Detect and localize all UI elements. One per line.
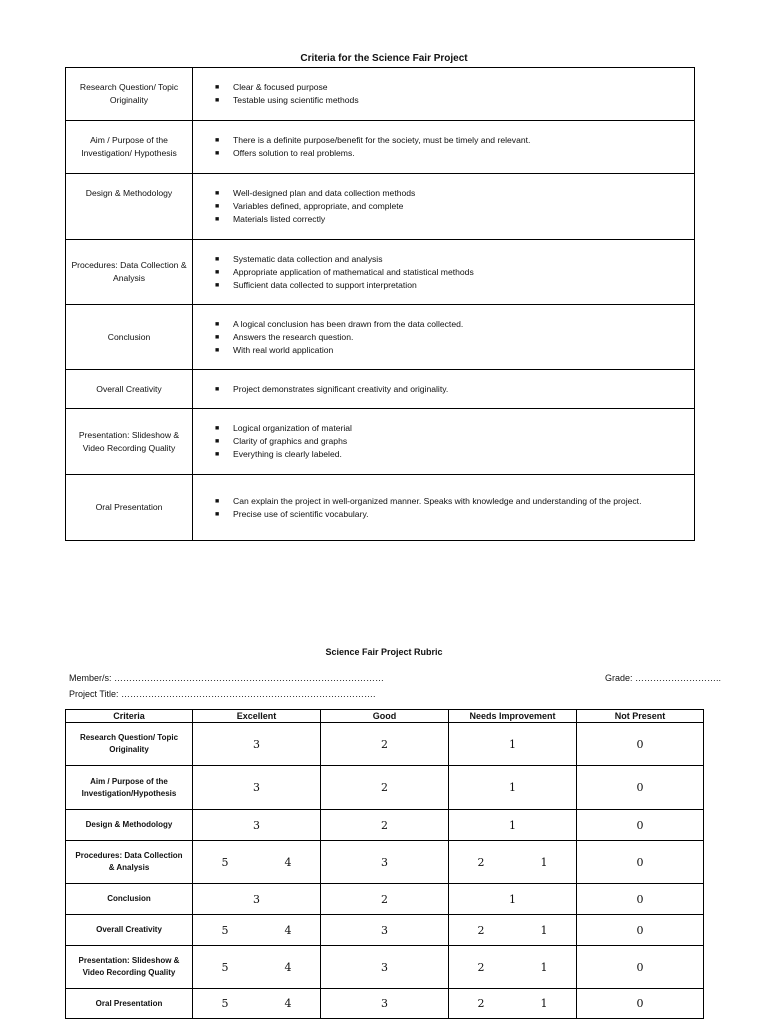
- bullet-square-icon: ■: [215, 510, 220, 518]
- rubric-criteria-cell: Procedures: Data Collection & Analysis: [66, 841, 193, 884]
- not-present-score: 0: [577, 915, 704, 946]
- bullet-square-icon: ■: [215, 281, 220, 289]
- header-good: Good: [321, 710, 449, 723]
- criteria-row: [66, 475, 695, 541]
- excellent-score: 5 4: [193, 989, 321, 1019]
- rubric-criteria-cell: Presentation: Slideshow & Video Recording Quality: [66, 946, 193, 989]
- criteria-title: Criteria for the Science Fair Project: [300, 53, 468, 64]
- not-present-score: 0: [577, 884, 704, 915]
- header-needs-improvement: Needs Improvement: [449, 710, 577, 723]
- excellent-score: 3: [193, 723, 321, 766]
- rubric-row: [66, 766, 704, 810]
- bullet-square-icon: ■: [215, 385, 220, 393]
- good-score: 3: [321, 915, 449, 946]
- bullet-square-icon: ■: [215, 346, 220, 354]
- bullet-square-icon: ■: [215, 97, 220, 104]
- criteria-bullet: ■ Clarity of graphics and graphs: [215, 436, 348, 446]
- rubric-table: [65, 709, 704, 1019]
- not-present-score: 0: [577, 723, 704, 766]
- criteria-description: [193, 370, 695, 409]
- criteria-label: Oral Presentation: [66, 475, 193, 541]
- criteria-bullet: ■ Variables defined, appropriate, and complete: [215, 201, 404, 211]
- criteria-bullet: ■ Clear & focused purpose: [215, 82, 328, 92]
- member-line: Member/s: ………………………………………………………………………………: [69, 673, 385, 683]
- good-score: 3: [321, 946, 449, 989]
- criteria-description: [193, 305, 695, 370]
- rubric-criteria-cell: Oral Presentation: [66, 989, 193, 1019]
- rubric-criteria-cell: Design & Methodology: [66, 810, 193, 841]
- criteria-bullet: ■ There is a definite purpose/benefit for the society, must be timely and relevant.: [215, 135, 531, 145]
- bullet-square-icon: ■: [215, 150, 220, 157]
- criteria-bullet: ■ Can explain the project in well-organized manner. Speaks with knowledge and understanding of the project.: [215, 495, 642, 506]
- needs-improvement-score: 1: [449, 884, 577, 915]
- good-score: 2: [321, 766, 449, 810]
- rubric-header-row: [66, 710, 704, 723]
- needs-improvement-score: 2 1: [449, 989, 577, 1019]
- not-present-score: 0: [577, 810, 704, 841]
- rubric-row: [66, 946, 704, 989]
- rubric-criteria-cell: Conclusion: [66, 884, 193, 915]
- excellent-score: 3: [193, 810, 321, 841]
- rubric-criteria-cell: Overall Creativity: [66, 915, 193, 946]
- excellent-score: 5 4: [193, 946, 321, 989]
- needs-improvement-score: 1: [449, 723, 577, 766]
- criteria-row: [66, 305, 695, 370]
- criteria-description: [193, 475, 695, 541]
- bullet-square-icon: ■: [215, 497, 220, 505]
- excellent-score: 5 4: [193, 841, 321, 884]
- rubric-row: [66, 884, 704, 915]
- criteria-table: [65, 67, 695, 541]
- bullet-square-icon: ■: [215, 333, 220, 341]
- bullet-square-icon: ■: [215, 203, 220, 210]
- not-present-score: 0: [577, 946, 704, 989]
- criteria-description: [193, 240, 695, 305]
- criteria-bullet: ■ Sufficient data collected to support interpretation: [215, 279, 417, 290]
- criteria-bullet: ■ Answers the research question.: [215, 331, 354, 342]
- criteria-row: [66, 240, 695, 305]
- criteria-bullet: ■ Materials listed correctly: [215, 214, 326, 224]
- bullet-square-icon: ■: [215, 255, 220, 263]
- good-score: 3: [321, 841, 449, 884]
- bullet-square-icon: ■: [215, 438, 220, 445]
- criteria-bullet: ■ Well-designed plan and data collection methods: [215, 188, 416, 198]
- header-excellent: Excellent: [193, 710, 321, 723]
- criteria-row: [66, 121, 695, 174]
- bullet-square-icon: ■: [215, 216, 220, 223]
- bullet-square-icon: ■: [215, 84, 220, 91]
- bullet-square-icon: ■: [215, 190, 220, 197]
- criteria-label: Procedures: Data Collection & Analysis: [66, 240, 193, 305]
- criteria-bullet: ■ Testable using scientific methods: [215, 95, 359, 105]
- criteria-label: Design & Methodology: [66, 174, 193, 240]
- project-title-line: Project Title: ………………………………………………………………………….: [69, 689, 376, 699]
- criteria-description: [193, 409, 695, 475]
- criteria-row: [66, 174, 695, 240]
- criteria-description: [193, 68, 695, 121]
- rubric-criteria-cell: Aim / Purpose of the Investigation/Hypothesis: [66, 766, 193, 810]
- not-present-score: 0: [577, 766, 704, 810]
- criteria-row: [66, 370, 695, 409]
- criteria-bullet: ■ Precise use of scientific vocabulary.: [215, 508, 369, 519]
- excellent-score: 3: [193, 766, 321, 810]
- needs-improvement-score: 2 1: [449, 915, 577, 946]
- rubric-row: [66, 915, 704, 946]
- not-present-score: 0: [577, 989, 704, 1019]
- bullet-square-icon: ■: [215, 451, 220, 458]
- criteria-description: [193, 121, 695, 174]
- bullet-square-icon: ■: [215, 320, 220, 328]
- criteria-row: [66, 68, 695, 121]
- grade-line: Grade: ………………………..: [605, 673, 722, 683]
- bullet-square-icon: ■: [215, 268, 220, 276]
- criteria-bullet: ■ Project demonstrates significant creativity and originality.: [215, 383, 449, 394]
- header-criteria: Criteria: [66, 710, 193, 723]
- rubric-criteria-cell: Research Question/ Topic Originality: [66, 723, 193, 766]
- good-score: 2: [321, 884, 449, 915]
- header-not-present: Not Present: [577, 710, 704, 723]
- needs-improvement-score: 2 1: [449, 841, 577, 884]
- criteria-bullet: ■ A logical conclusion has been drawn from the data collected.: [215, 318, 464, 329]
- criteria-label: Overall Creativity: [66, 370, 193, 409]
- criteria-bullet: ■ Logical organization of material: [215, 423, 352, 433]
- criteria-label: Research Question/ Topic Originality: [66, 68, 193, 121]
- rubric-row: [66, 723, 704, 766]
- criteria-bullet: ■ Everything is clearly labeled.: [215, 449, 342, 459]
- criteria-label: Presentation: Slideshow & Video Recording Quality: [66, 409, 193, 475]
- rubric-row: [66, 810, 704, 841]
- rubric-title: Science Fair Project Rubric: [325, 647, 443, 657]
- needs-improvement-score: 1: [449, 810, 577, 841]
- bullet-square-icon: ■: [215, 425, 220, 432]
- excellent-score: 3: [193, 884, 321, 915]
- criteria-label: Aim / Purpose of the Investigation/ Hypothesis: [66, 121, 193, 174]
- excellent-score: 5 4: [193, 915, 321, 946]
- criteria-bullet: ■ Appropriate application of mathematical and statistical methods: [215, 266, 474, 277]
- criteria-description: [193, 174, 695, 240]
- bullet-square-icon: ■: [215, 137, 220, 144]
- criteria-label: Conclusion: [66, 305, 193, 370]
- good-score: 3: [321, 989, 449, 1019]
- needs-improvement-score: 2 1: [449, 946, 577, 989]
- needs-improvement-score: 1: [449, 766, 577, 810]
- criteria-bullet: ■ Offers solution to real problems.: [215, 148, 355, 158]
- not-present-score: 0: [577, 841, 704, 884]
- criteria-bullet: ■ With real world application: [215, 344, 334, 355]
- rubric-row: [66, 841, 704, 884]
- good-score: 2: [321, 723, 449, 766]
- good-score: 2: [321, 810, 449, 841]
- rubric-row: [66, 989, 704, 1019]
- criteria-row: [66, 409, 695, 475]
- criteria-bullet: ■ Systematic data collection and analysis: [215, 253, 383, 264]
